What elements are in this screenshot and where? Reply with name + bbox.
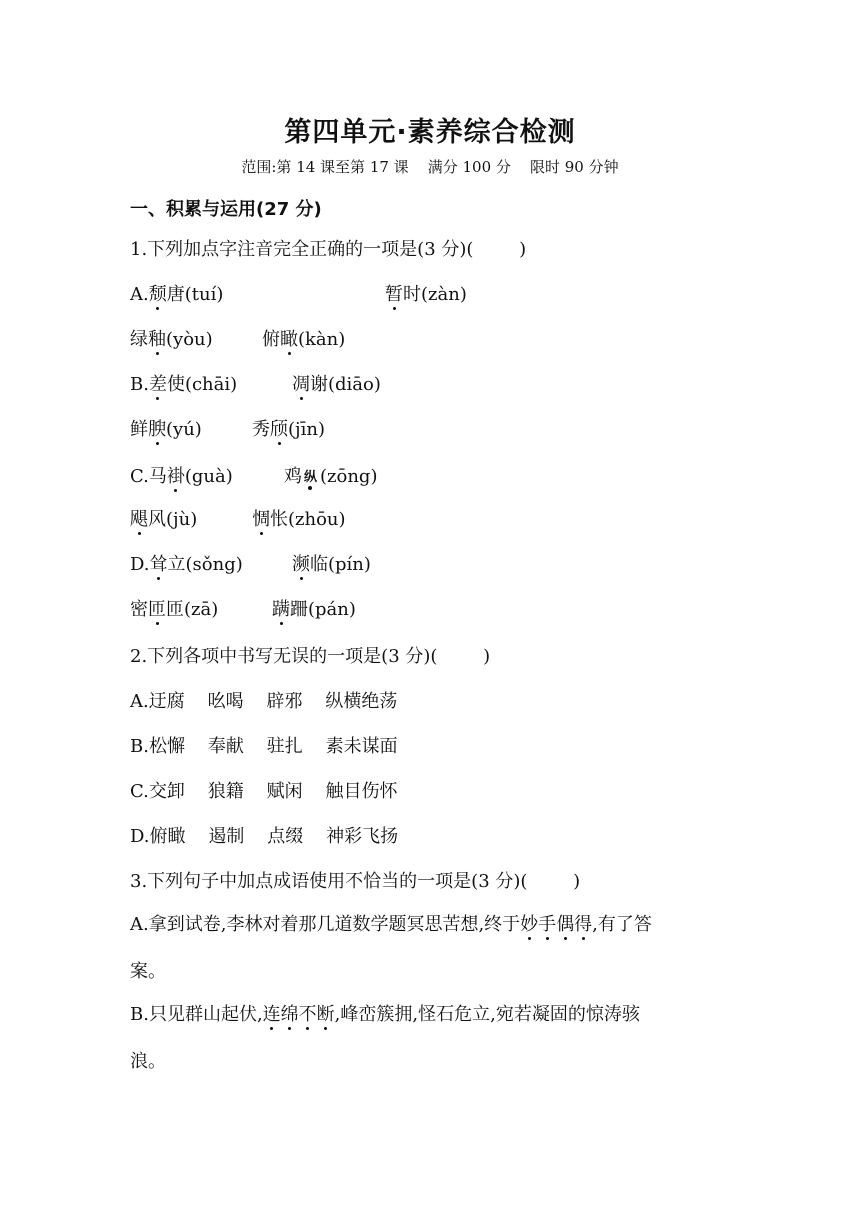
q2-option-c[interactable]: C.交卸 狼籍 赋闲 触目伤怀	[130, 781, 398, 802]
dotted-char: 断	[316, 1004, 335, 1025]
dotted-char: 连	[262, 1004, 281, 1025]
q1-option-d-word3: 密匝匝(zā)	[130, 599, 219, 620]
q1-option-b-word3: 鲜腴(yú)	[130, 419, 202, 440]
dotted-idiom-a	[520, 914, 592, 935]
q1-option-c-word2: 鸡 纵 (zōng)	[284, 465, 377, 489]
dotted-char: 妙	[520, 914, 539, 935]
q2-option-a[interactable]: A.迂腐 吆喝 辟邪 纵横绝荡	[130, 691, 398, 712]
q2-option-d[interactable]: D.俯瞰 遏制 点缀 神彩飞扬	[130, 826, 399, 847]
dotted-char: 不	[298, 1004, 317, 1025]
section-heading: 一、积累与运用(27 分)	[130, 199, 322, 220]
q2-option-b[interactable]: B.松懈 奉献 驻扎 素未谋面	[130, 736, 398, 757]
q1-option-d-word1[interactable]: D.耸立(sǒng)	[130, 554, 243, 575]
page-title: 第四单元·素养综合检测	[284, 117, 576, 148]
dotted-char: 得	[574, 914, 593, 935]
q1-option-b-word1[interactable]: B.差使(chāi)	[130, 374, 238, 395]
exam-info: 范围:第 14 课至第 17 课 满分 100 分 限时 90 分钟	[241, 158, 619, 176]
question-3-stem: 3.下列句子中加点成语使用不恰当的一项是(3 分)( )	[130, 871, 581, 892]
q3-option-a-cont: 案。	[130, 961, 166, 982]
q3-option-a[interactable]: A.拿到试卷,李林对着那几道数学题冥思苦想,终于妙手偶得,有了答	[130, 914, 652, 935]
q1-option-a-word3: 绿釉(yòu)	[130, 329, 213, 350]
dotted-char: 偶	[556, 914, 575, 935]
q1-option-b-word4: 秀颀(jīn)	[252, 419, 325, 440]
q1-option-d-word2: 濒临(pín)	[292, 554, 371, 575]
question-2-stem: 2.下列各项中书写无误的一项是(3 分)( )	[130, 646, 491, 667]
question-1-stem: 1.下列加点字注音完全正确的一项是(3 分)( )	[130, 239, 527, 260]
dotted-char: 手	[538, 914, 557, 935]
q1-option-c-word1[interactable]: C.马褂(guà)	[130, 466, 233, 487]
q1-option-d-word4: 蹒跚(pán)	[272, 599, 356, 620]
q1-option-c-word4: 惆怅(zhōu)	[252, 509, 346, 530]
q1-option-a-word4: 俯瞰(kàn)	[262, 329, 346, 350]
dotted-char: 绵	[280, 1004, 299, 1025]
dotted-idiom-b	[263, 1004, 335, 1025]
q1-option-c-word3: 飓风(jù)	[130, 509, 198, 530]
q1-option-b-word2: 凋谢(diāo)	[292, 374, 381, 395]
q1-option-a-word1[interactable]: A.颓唐(tuí)	[130, 284, 224, 305]
q1-option-a-word2: 暂时(zàn)	[385, 284, 467, 305]
q3-option-b-cont: 浪。	[130, 1051, 166, 1072]
q3-option-b[interactable]: B.只见群山起伏,连绵不断,峰峦簇拥,怪石危立,宛若凝固的惊涛骇	[130, 1004, 640, 1025]
